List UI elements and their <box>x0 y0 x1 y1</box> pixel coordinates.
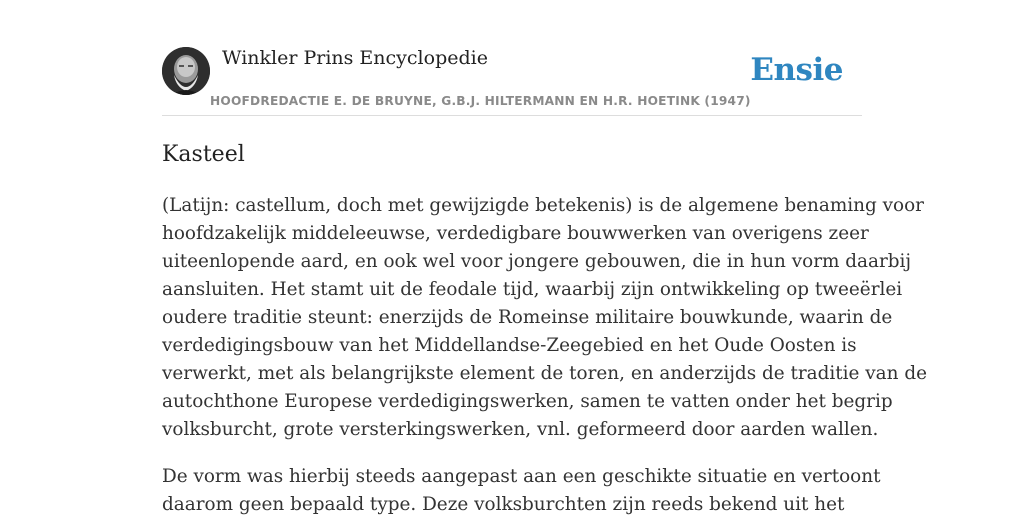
text-line: verwerkt, met als belangrijkste element de toren, en anderzijds de traditie van de <box>162 363 927 384</box>
text-line: hoofdzakelijk middeleeuwse, verdedigbare bouwwerken van overigens zeer <box>162 223 869 244</box>
page <box>162 0 927 515</box>
paragraph <box>162 192 927 444</box>
text-line: (Latijn: castellum, doch met gewijzigde betekenis) is de algemene benaming voor <box>162 195 924 216</box>
text-line: verdedigingsbouw van het Middellandse-Zeegebied en het Oude Oosten is <box>162 335 857 356</box>
ensie-logo[interactable]: Ensie <box>750 52 843 88</box>
encyclopedia-title[interactable]: Winkler Prins Encyclopedie <box>222 47 488 69</box>
text-line: uiteenlopende aard, en ook wel voor jongere gebouwen, die in hun vorm daarbij <box>162 251 912 272</box>
article-body <box>162 192 927 519</box>
text-line: daarom geen bepaald type. Deze volksburchten zijn reeds bekend uit het <box>162 494 845 515</box>
text-line: aansluiten. Het stamt uit de feodale tijd, waarbij zijn ontwikkeling op tweeërlei <box>162 279 903 300</box>
text-line: autochthone Europese verdedigingswerken, samen te vatten onder het begrip <box>162 391 893 412</box>
paragraph <box>162 463 881 519</box>
article-title: Kasteel <box>162 142 245 167</box>
text-line: De vorm was hierbij steeds aangepast aan een geschikte situatie en vertoont <box>162 466 881 487</box>
editors-line: HOOFDREDACTIE E. DE BRUYNE, G.B.J. HILTERMANN EN H.R. HOETINK (1947) <box>210 94 751 108</box>
text-line: volksburcht, grote versterkingswerken, vnl. geformeerd door aarden wallen. <box>162 419 879 440</box>
text-line: oudere traditie steunt: enerzijds de Romeinse militaire bouwkunde, waarin de <box>162 307 893 328</box>
header <box>162 0 862 116</box>
author-avatar <box>162 47 210 95</box>
